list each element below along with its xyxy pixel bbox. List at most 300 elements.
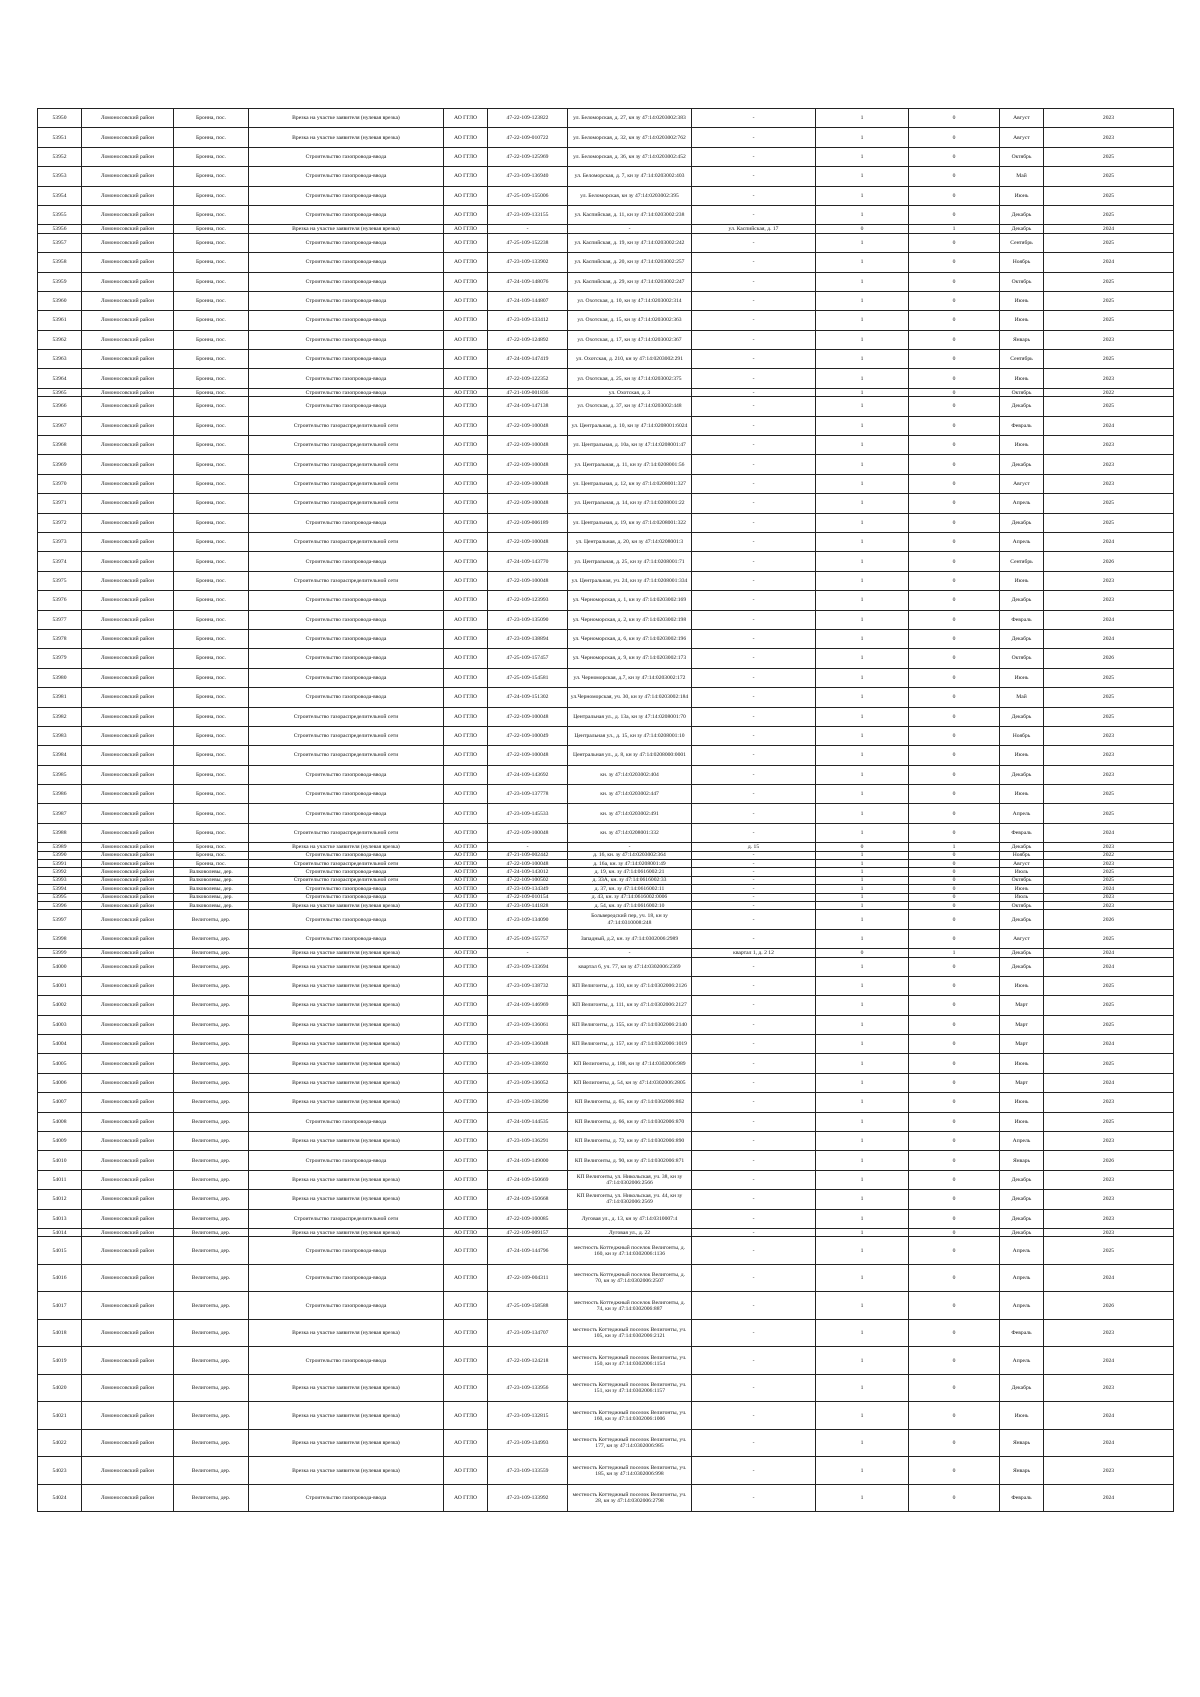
cell-organization: АО ГГЛО: [444, 785, 488, 804]
cell-district: Ломоносовский район: [82, 1402, 174, 1430]
cell-plan-count: 1: [816, 726, 909, 745]
cell-settlement: Бронна, пос.: [174, 688, 249, 707]
table-row: [38, 1402, 1174, 1430]
cell-number: 53994: [38, 885, 82, 893]
cell-year: 2023: [1044, 109, 1174, 128]
cell-fact-count: 0: [909, 610, 1000, 629]
cell-month: Июнь: [1000, 746, 1044, 765]
cell-object-address: -: [692, 649, 816, 668]
cell-organization: АО ГГЛО: [444, 1292, 488, 1320]
cell-contract-number: 47-23-109-138732: [488, 976, 568, 995]
cell-organization: АО ГГЛО: [444, 1035, 488, 1054]
cell-organization: АО ГГЛО: [444, 649, 488, 668]
cell-number: 53978: [38, 629, 82, 648]
cell-work-type: Строительство газопровода-ввода: [249, 186, 444, 205]
cell-fact-count: 0: [909, 668, 1000, 687]
cell-contract-number: 47-24-109-144807: [488, 291, 568, 310]
cell-plan-count: 1: [816, 1170, 909, 1189]
cell-work-type: Врезка на участке заявителя (нулевая врезка): [249, 1054, 444, 1073]
cell-organization: АО ГГЛО: [444, 929, 488, 948]
cell-contract-number: 47-22-109-123822: [488, 109, 568, 128]
cell-contract-number: 47-23-109-133992: [488, 1484, 568, 1512]
cell-contract-number: 47-21-109-001836: [488, 388, 568, 396]
cell-district: Ломоносовский район: [82, 128, 174, 147]
cell-settlement: Велигонты, дер.: [174, 1457, 249, 1485]
cell-district: Ломоносовский район: [82, 1112, 174, 1131]
cell-address: местность Коттеджный поселок Велигонты, уч. 151, кн зу 47:14:0302006:1157: [568, 1374, 692, 1402]
cell-object-address: -: [692, 746, 816, 765]
cell-contract-number: 47-22-109-122352: [488, 369, 568, 388]
cell-address: ул. Черноморская, д. 2, кн зу 47:14:0203002:198: [568, 610, 692, 629]
cell-settlement: Велигонты, дер.: [174, 910, 249, 929]
cell-address: КП Велигонты, ул. Никольская, уч. 44, кн зу 47:14:0302006:2569: [568, 1190, 692, 1209]
cell-object-address: -: [692, 957, 816, 976]
cell-work-type: Строительство газопровода-ввода: [249, 1347, 444, 1375]
cell-address: ул. Беломорская, д. 27, кн зу 47:14:0203002:383: [568, 109, 692, 128]
cell-address: Луговая ул., д. 22: [568, 1229, 692, 1237]
cell-object-address: -: [692, 860, 816, 868]
cell-number: 53992: [38, 868, 82, 876]
table-row: [38, 1374, 1174, 1402]
cell-contract-number: 47-23-109-136052: [488, 1073, 568, 1092]
cell-month: Апрель: [1000, 1264, 1044, 1292]
cell-number: 53977: [38, 610, 82, 629]
cell-fact-count: 1: [909, 225, 1000, 233]
cell-month: Июнь: [1000, 668, 1044, 687]
cell-year: 2024: [1044, 1484, 1174, 1512]
cell-year: 2023: [1044, 455, 1174, 474]
cell-address: ул. Охотская, д. 210, кн зу 47:14:0203002:291: [568, 350, 692, 369]
cell-plan-count: 1: [816, 876, 909, 884]
cell-contract-number: 47-23-109-132815: [488, 1402, 568, 1430]
cell-settlement: Бронна, пос.: [174, 765, 249, 784]
cell-address: ул. Каспийская, д. 19, кн зу 47:14:0203002:242: [568, 233, 692, 252]
cell-fact-count: 0: [909, 436, 1000, 455]
cell-address: ул. Беломорская, кн зу 47:14:0203002:395: [568, 186, 692, 205]
cell-plan-count: 1: [816, 571, 909, 590]
cell-fact-count: 0: [909, 474, 1000, 493]
cell-object-address: -: [692, 1209, 816, 1228]
cell-contract-number: 47-22-109-100048: [488, 746, 568, 765]
cell-month: Январь: [1000, 1151, 1044, 1170]
cell-work-type: Строительство газопровода-ввода: [249, 350, 444, 369]
cell-address: ул. Каспийская, д. 20, кн зу 47:14:0203002:257: [568, 253, 692, 272]
cell-contract-number: 47-24-109-143770: [488, 552, 568, 571]
cell-object-address: -: [692, 996, 816, 1015]
cell-month: Декабрь: [1000, 513, 1044, 532]
cell-organization: АО ГГЛО: [444, 233, 488, 252]
table-row: [38, 330, 1174, 349]
cell-settlement: Бронна, пос.: [174, 823, 249, 842]
cell-settlement: Велигонты, дер.: [174, 957, 249, 976]
cell-work-type: Врезка на участке заявителя (нулевая врезка): [249, 1093, 444, 1112]
cell-plan-count: 1: [816, 851, 909, 859]
cell-organization: АО ГГЛО: [444, 186, 488, 205]
cell-object-address: -: [692, 397, 816, 416]
cell-number: 53983: [38, 726, 82, 745]
cell-number: 53974: [38, 552, 82, 571]
cell-month: Июнь: [1000, 785, 1044, 804]
cell-fact-count: 0: [909, 885, 1000, 893]
cell-object-address: -: [692, 1229, 816, 1237]
table-row: [38, 876, 1174, 884]
table-row: [38, 901, 1174, 909]
cell-district: Ломоносовский район: [82, 1054, 174, 1073]
cell-address: д. 43, кн. зу 47:14:0616002:0006: [568, 893, 692, 901]
cell-address: Луговая ул., д. 13, кн зу 47:14:0310007:4: [568, 1209, 692, 1228]
cell-address: ул. Центральная, д. 12, кн зу 47:14:0208001:327: [568, 474, 692, 493]
cell-settlement: Бронна, пос.: [174, 128, 249, 147]
cell-settlement: Велигонты, дер.: [174, 1209, 249, 1228]
cell-district: Ломоносовский район: [82, 949, 174, 957]
cell-object-address: -: [692, 823, 816, 842]
cell-plan-count: 0: [816, 949, 909, 957]
cell-settlement: Бронна, пос.: [174, 494, 249, 513]
cell-month: Июнь: [1000, 1402, 1044, 1430]
cell-plan-count: 1: [816, 1209, 909, 1228]
cell-object-address: -: [692, 688, 816, 707]
cell-year: 2024: [1044, 949, 1174, 957]
cell-contract-number: 47-23-109-136061: [488, 1015, 568, 1034]
cell-month: Декабрь: [1000, 225, 1044, 233]
cell-plan-count: 1: [816, 494, 909, 513]
cell-number: 54016: [38, 1264, 82, 1292]
cell-object-address: -: [692, 765, 816, 784]
cell-fact-count: 0: [909, 416, 1000, 435]
cell-plan-count: 1: [816, 474, 909, 493]
cell-work-type: Строительство газопровода-ввода: [249, 272, 444, 291]
cell-object-address: -: [692, 851, 816, 859]
cell-number: 53986: [38, 785, 82, 804]
cell-month: Октябрь: [1000, 272, 1044, 291]
cell-address: ул. Охотская, д. 25, кн зу 47:14:0203002:375: [568, 369, 692, 388]
cell-organization: АО ГГЛО: [444, 513, 488, 532]
table-row: [38, 147, 1174, 166]
cell-contract-number: -: [488, 843, 568, 851]
cell-contract-number: 47-23-109-138290: [488, 1093, 568, 1112]
cell-organization: АО ГГЛО: [444, 1190, 488, 1209]
cell-district: Ломоносовский район: [82, 1209, 174, 1228]
cell-address: ул. Охотская, д. 17, кн зу 47:14:0203002:367: [568, 330, 692, 349]
cell-object-address: -: [692, 436, 816, 455]
cell-address: КП Велигонты, ул. Никольская, уч. 38, кн зу 47:14:0302006:2566: [568, 1170, 692, 1189]
cell-plan-count: 1: [816, 147, 909, 166]
cell-fact-count: 0: [909, 629, 1000, 648]
cell-settlement: Бронна, пос.: [174, 785, 249, 804]
cell-fact-count: 0: [909, 876, 1000, 884]
cell-settlement: Бронна, пос.: [174, 147, 249, 166]
cell-work-type: Врезка на участке заявителя (нулевая врезка): [249, 1035, 444, 1054]
cell-plan-count: 1: [816, 311, 909, 330]
cell-work-type: Строительство газопровода-ввода: [249, 910, 444, 929]
cell-district: Ломоносовский район: [82, 311, 174, 330]
cell-organization: АО ГГЛО: [444, 1170, 488, 1189]
cell-plan-count: 1: [816, 388, 909, 396]
cell-number: 53997: [38, 910, 82, 929]
cell-work-type: Врезка на участке заявителя (нулевая врезка): [249, 1170, 444, 1189]
cell-object-address: -: [692, 1374, 816, 1402]
table-row: [38, 311, 1174, 330]
cell-plan-count: 1: [816, 552, 909, 571]
cell-month: Апрель: [1000, 1237, 1044, 1265]
cell-fact-count: 0: [909, 330, 1000, 349]
table-row: [38, 272, 1174, 291]
cell-year: 2025: [1044, 205, 1174, 224]
cell-number: 54023: [38, 1457, 82, 1485]
cell-object-address: -: [692, 1151, 816, 1170]
cell-object-address: -: [692, 109, 816, 128]
cell-organization: АО ГГЛО: [444, 1429, 488, 1457]
cell-organization: АО ГГЛО: [444, 350, 488, 369]
cell-fact-count: 0: [909, 804, 1000, 823]
cell-contract-number: 47-24-109-147138: [488, 397, 568, 416]
table-row: [38, 1132, 1174, 1151]
cell-month: Декабрь: [1000, 765, 1044, 784]
cell-organization: АО ГГЛО: [444, 494, 488, 513]
cell-address: ул. Центральная, д. 25, кн зу 47:14:0208001:71: [568, 552, 692, 571]
cell-year: 2025: [1044, 494, 1174, 513]
cell-contract-number: 47-23-109-134349: [488, 885, 568, 893]
cell-contract-number: -: [488, 949, 568, 957]
cell-plan-count: 1: [816, 167, 909, 186]
cell-number: 53970: [38, 474, 82, 493]
cell-year: 2024: [1044, 253, 1174, 272]
cell-object-address: -: [692, 474, 816, 493]
cell-settlement: Валковолевы, дер.: [174, 901, 249, 909]
cell-work-type: Строительство газопровода-ввода: [249, 369, 444, 388]
cell-plan-count: 1: [816, 707, 909, 726]
cell-fact-count: 0: [909, 860, 1000, 868]
cell-month: Декабрь: [1000, 957, 1044, 976]
cell-settlement: Велигонты, дер.: [174, 1190, 249, 1209]
cell-object-address: -: [692, 1015, 816, 1034]
cell-organization: АО ГГЛО: [444, 876, 488, 884]
cell-work-type: Строительство газопровода-ввода: [249, 513, 444, 532]
cell-number: 54007: [38, 1093, 82, 1112]
cell-year: 2025: [1044, 350, 1174, 369]
cell-object-address: -: [692, 532, 816, 551]
table-row: [38, 629, 1174, 648]
cell-fact-count: 0: [909, 688, 1000, 707]
table-row: [38, 929, 1174, 948]
cell-plan-count: 1: [816, 532, 909, 551]
cell-fact-count: 0: [909, 513, 1000, 532]
cell-work-type: Врезка на участке заявителя (нулевая врезка): [249, 843, 444, 851]
cell-district: Ломоносовский район: [82, 1190, 174, 1209]
cell-organization: АО ГГЛО: [444, 823, 488, 842]
cell-fact-count: 0: [909, 1151, 1000, 1170]
table-row: [38, 1292, 1174, 1320]
register-table: [37, 108, 1174, 1512]
cell-year: 2025: [1044, 311, 1174, 330]
table-row: [38, 868, 1174, 876]
cell-object-address: -: [692, 591, 816, 610]
cell-object-address: -: [692, 976, 816, 995]
cell-work-type: Строительство газопровода-ввода: [249, 629, 444, 648]
cell-address: д. 16, кн. зу 47:14:0203002:364: [568, 851, 692, 859]
cell-work-type: Строительство газораспределительной сети: [249, 876, 444, 884]
cell-organization: АО ГГЛО: [444, 1229, 488, 1237]
cell-work-type: Строительство газораспределительной сети: [249, 746, 444, 765]
cell-plan-count: 1: [816, 1457, 909, 1485]
cell-number: 54013: [38, 1209, 82, 1228]
cell-number: 53951: [38, 128, 82, 147]
cell-plan-count: 1: [816, 629, 909, 648]
cell-fact-count: 0: [909, 388, 1000, 396]
table-row: [38, 397, 1174, 416]
cell-number: 54012: [38, 1190, 82, 1209]
cell-work-type: Строительство газораспределительной сети: [249, 860, 444, 868]
cell-number: 54002: [38, 996, 82, 1015]
cell-object-address: -: [692, 1035, 816, 1054]
cell-settlement: Велигонты, дер.: [174, 1035, 249, 1054]
cell-district: Ломоносовский район: [82, 1093, 174, 1112]
table-row: [38, 167, 1174, 186]
cell-plan-count: 1: [816, 436, 909, 455]
cell-number: 53960: [38, 291, 82, 310]
cell-contract-number: 47-25-109-157457: [488, 649, 568, 668]
cell-plan-count: 1: [816, 785, 909, 804]
table-row: [38, 1035, 1174, 1054]
cell-month: Апрель: [1000, 1292, 1044, 1320]
cell-address: ул. Черноморская, д.7, кн зу 47:14:0203002:172: [568, 668, 692, 687]
cell-number: 53965: [38, 388, 82, 396]
cell-contract-number: 47-23-109-134993: [488, 1429, 568, 1457]
cell-object-address: -: [692, 868, 816, 876]
cell-contract-number: 47-22-109-006189: [488, 513, 568, 532]
table-row: [38, 455, 1174, 474]
cell-settlement: Бронна, пос.: [174, 233, 249, 252]
cell-plan-count: 1: [816, 109, 909, 128]
cell-plan-count: 1: [816, 1093, 909, 1112]
cell-fact-count: 0: [909, 1374, 1000, 1402]
cell-year: 2023: [1044, 571, 1174, 590]
cell-district: Ломоносовский район: [82, 726, 174, 745]
cell-settlement: Бронна, пос.: [174, 629, 249, 648]
cell-number: 53973: [38, 532, 82, 551]
cell-address: ул. Центральная, д. 19, кн зу 47:14:0208001:322: [568, 513, 692, 532]
table-row: [38, 513, 1174, 532]
cell-plan-count: 1: [816, 350, 909, 369]
cell-settlement: Бронна, пос.: [174, 416, 249, 435]
cell-fact-count: 0: [909, 272, 1000, 291]
cell-object-address: -: [692, 1347, 816, 1375]
cell-organization: АО ГГЛО: [444, 804, 488, 823]
cell-plan-count: 1: [816, 1054, 909, 1073]
cell-settlement: Велигонты, дер.: [174, 1319, 249, 1347]
cell-number: 53985: [38, 765, 82, 784]
cell-contract-number: 47-22-109-124218: [488, 1347, 568, 1375]
cell-address: местность Коттеджный поселок Велигонты, д. 160, кн зу 47:14:0302006:1136: [568, 1237, 692, 1265]
cell-year: 2023: [1044, 591, 1174, 610]
cell-year: 2025: [1044, 688, 1174, 707]
cell-district: Ломоносовский район: [82, 225, 174, 233]
cell-year: 2024: [1044, 1402, 1174, 1430]
cell-number: 53993: [38, 876, 82, 884]
cell-work-type: Врезка на участке заявителя (нулевая врезка): [249, 996, 444, 1015]
cell-month: Декабрь: [1000, 949, 1044, 957]
cell-work-type: Строительство газопровода-ввода: [249, 1112, 444, 1131]
cell-organization: АО ГГЛО: [444, 272, 488, 291]
cell-plan-count: 1: [816, 1292, 909, 1320]
table-row: [38, 1429, 1174, 1457]
cell-contract-number: 47-25-109-155006: [488, 186, 568, 205]
cell-district: Ломоносовский район: [82, 397, 174, 416]
cell-month: Ноябрь: [1000, 726, 1044, 745]
table-row: [38, 416, 1174, 435]
cell-object-address: -: [692, 1319, 816, 1347]
table-row: [38, 1209, 1174, 1228]
cell-contract-number: 47-22-109-125969: [488, 147, 568, 166]
table-row: [38, 532, 1174, 551]
cell-object-address: -: [692, 1429, 816, 1457]
cell-work-type: Строительство газопровода-ввода: [249, 1264, 444, 1292]
cell-month: Сентябрь: [1000, 552, 1044, 571]
cell-settlement: Велигонты, дер.: [174, 1229, 249, 1237]
cell-district: Ломоносовский район: [82, 1484, 174, 1512]
cell-number: 54010: [38, 1151, 82, 1170]
cell-work-type: Врезка на участке заявителя (нулевая врезка): [249, 1190, 444, 1209]
cell-settlement: Велигонты, дер.: [174, 929, 249, 948]
cell-work-type: Строительство газопровода-ввода: [249, 885, 444, 893]
cell-plan-count: 1: [816, 330, 909, 349]
cell-address: -: [568, 843, 692, 851]
cell-settlement: Бронна, пос.: [174, 746, 249, 765]
cell-settlement: Бронна, пос.: [174, 591, 249, 610]
cell-settlement: Валковолевы, дер.: [174, 876, 249, 884]
cell-organization: АО ГГЛО: [444, 205, 488, 224]
cell-month: Январь: [1000, 1457, 1044, 1485]
cell-address: местность Коттеджный поселок Велигонты, уч. 160, кн зу 47:14:0302006:1006: [568, 1402, 692, 1430]
cell-settlement: Велигонты, дер.: [174, 1402, 249, 1430]
cell-settlement: Велигонты, дер.: [174, 1054, 249, 1073]
cell-organization: АО ГГЛО: [444, 843, 488, 851]
cell-settlement: Бронна, пос.: [174, 350, 249, 369]
cell-work-type: Врезка на участке заявителя (нулевая врезка): [249, 1402, 444, 1430]
cell-organization: АО ГГЛО: [444, 1015, 488, 1034]
cell-address: квартал 6, уч. 77, кн зу 47:14:0302006:2369: [568, 957, 692, 976]
cell-settlement: Велигонты, дер.: [174, 1132, 249, 1151]
cell-work-type: Строительство газораспределительной сети: [249, 707, 444, 726]
cell-object-address: -: [692, 147, 816, 166]
cell-year: 2025: [1044, 804, 1174, 823]
cell-organization: АО ГГЛО: [444, 455, 488, 474]
cell-district: Ломоносовский район: [82, 1347, 174, 1375]
cell-object-address: -: [692, 1484, 816, 1512]
cell-object-address: -: [692, 330, 816, 349]
cell-contract-number: 47-24-109-150668: [488, 1190, 568, 1209]
cell-work-type: Строительство газораспределительной сети: [249, 532, 444, 551]
cell-month: Март: [1000, 1015, 1044, 1034]
cell-district: Ломоносовский район: [82, 291, 174, 310]
cell-number: 54014: [38, 1229, 82, 1237]
cell-work-type: Врезка на участке заявителя (нулевая врезка): [249, 1429, 444, 1457]
cell-year: 2025: [1044, 1015, 1174, 1034]
cell-district: Ломоносовский район: [82, 860, 174, 868]
cell-fact-count: 0: [909, 291, 1000, 310]
cell-address: ул. Черноморская, д. 1, кн зу 47:14:0203002:169: [568, 591, 692, 610]
cell-year: 2023: [1044, 765, 1174, 784]
cell-year: 2023: [1044, 1374, 1174, 1402]
cell-month: Декабрь: [1000, 1209, 1044, 1228]
cell-district: Ломоносовский район: [82, 885, 174, 893]
cell-district: Ломоносовский район: [82, 513, 174, 532]
cell-contract-number: 47-22-109-100048: [488, 436, 568, 455]
table-row: [38, 128, 1174, 147]
cell-fact-count: 1: [909, 843, 1000, 851]
cell-district: Ломоносовский район: [82, 186, 174, 205]
cell-work-type: Врезка на участке заявителя (нулевая врезка): [249, 128, 444, 147]
